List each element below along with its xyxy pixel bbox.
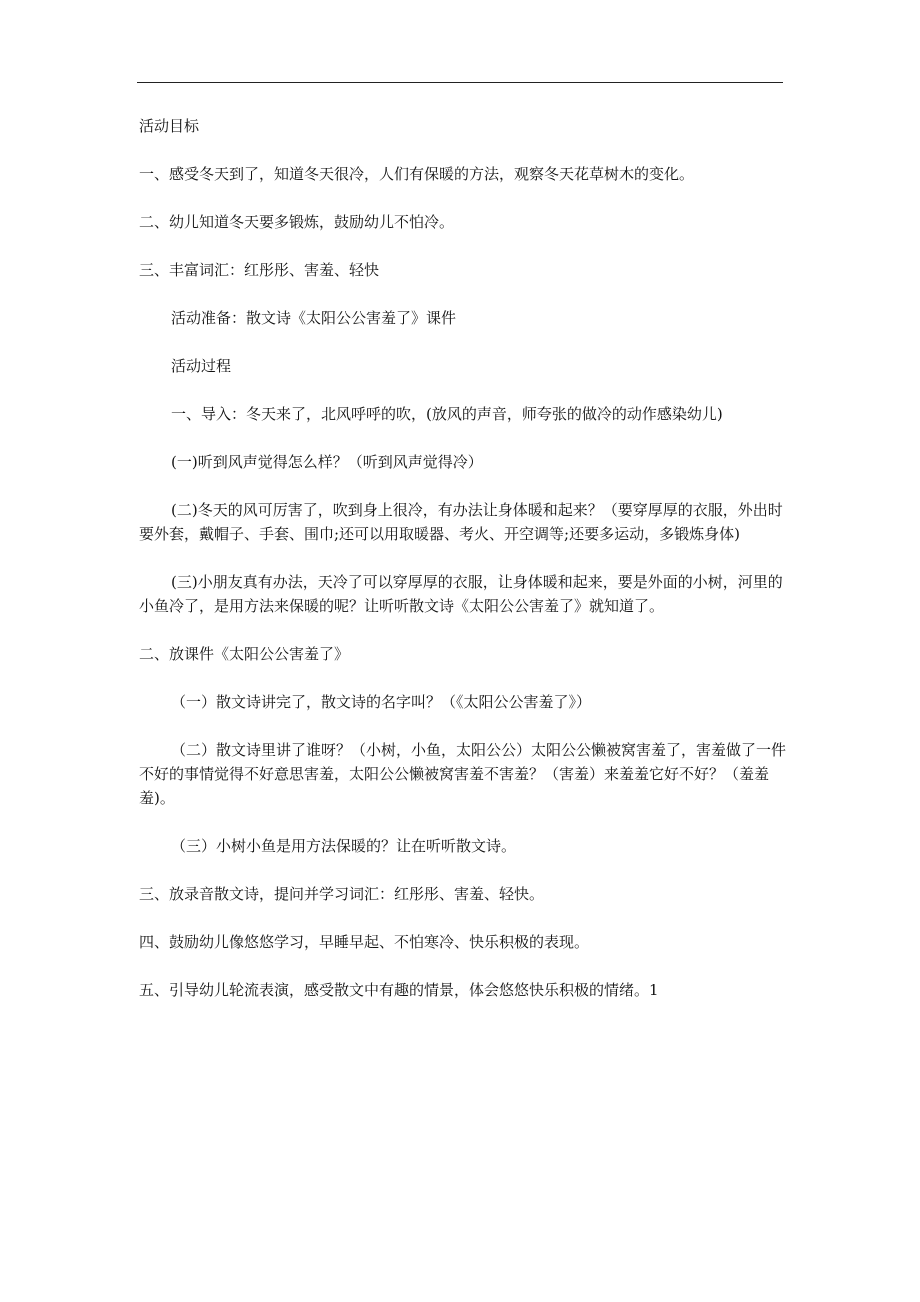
- process-step-2-sub-3: （三）小树小鱼是用方法保暖的？让在听听散文诗。: [171, 837, 517, 855]
- section-heading-process: 活动过程: [171, 357, 232, 375]
- process-step-1-sub-1: (一)听到风声觉得怎么样？（听到风声觉得冷）: [171, 453, 483, 471]
- goal-item-3: 三、丰富词汇：红彤彤、害羞、轻快: [139, 261, 380, 279]
- document-body: [139, 114, 789, 1026]
- process-step-3: 三、放录音散文诗，提问并学习词汇：红彤彤、害羞、轻快。: [139, 885, 545, 903]
- process-step-2-sub-2: （二）散文诗里讲了谁呀？（小树，小鱼，太阳公公）太阳公公懒被窝害羞了，害羞做了一件不好的事情觉得不好意思害羞，太阳公公懒被窝害羞不害羞？（害羞）来羞羞它好不好？（羞羞羞)。: [139, 741, 787, 807]
- goal-item-2: 二、幼儿知道冬天要多锻炼，鼓励幼儿不怕冷。: [139, 213, 455, 231]
- process-step-2-sub-1: （一）散文诗讲完了，散文诗的名字叫？（《太阳公公害羞了》）: [171, 693, 592, 711]
- process-step-4: 四、鼓励幼儿像悠悠学习，早睡早起、不怕寒冷、快乐积极的表现。: [139, 933, 590, 951]
- preparation-line: 活动准备：散文诗《太阳公公害羞了》课件: [171, 309, 457, 327]
- process-step-5: 五、引导幼儿轮流表演，感受散文中有趣的情景，体会悠悠快乐积极的情绪。1: [139, 981, 659, 999]
- header-rule: [137, 82, 783, 83]
- goal-item-1: 一、感受冬天到了，知道冬天很冷，人们有保暖的方法，观察冬天花草树木的变化。: [139, 165, 695, 183]
- process-step-2: 二、放课件《太阳公公害羞了》: [139, 645, 350, 663]
- section-heading-goals: 活动目标: [139, 117, 200, 135]
- process-step-1: 一、导入：冬天来了，北风呼呼的吹，(放风的声音，师夸张的做冷的动作感染幼儿): [171, 405, 723, 423]
- process-step-1-sub-3: (三)小朋友真有办法，天冷了可以穿厚厚的衣服，让身体暖和起来，要是外面的小树，河里的小鱼冷了，是用方法来保暖的呢？让听听散文诗《太阳公公害羞了》就知道了。: [139, 573, 783, 615]
- process-step-1-sub-2: (二)冬天的风可厉害了，吹到身上很冷，有办法让身体暖和起来？（要穿厚厚的衣服，外出时要外套，戴帽子、手套、围巾;还可以用取暖器、考火、开空调等;还要多运动，多锻炼身体): [139, 501, 783, 543]
